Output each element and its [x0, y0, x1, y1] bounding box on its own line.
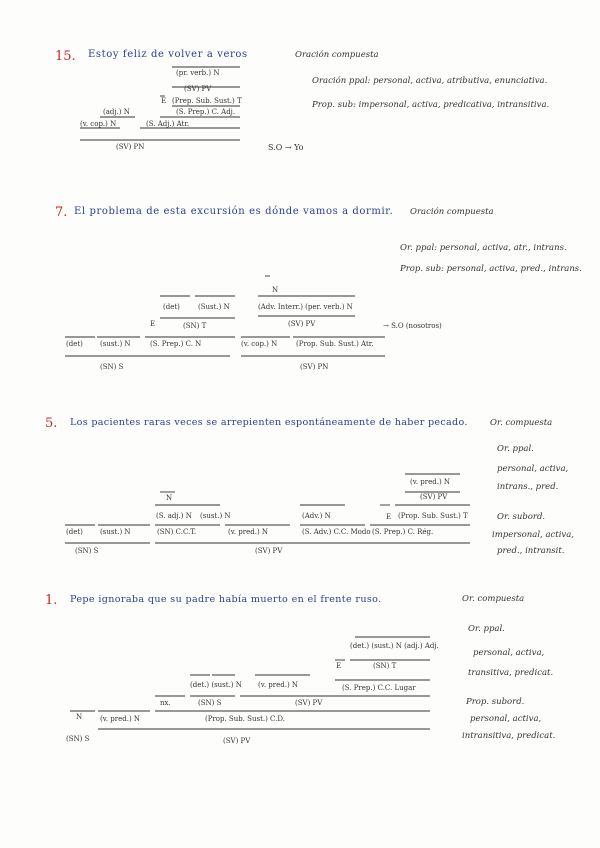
syntax-label: (SV) PV: [223, 737, 251, 745]
syntax-label: (S. Prep.) C. Adj.: [176, 108, 236, 116]
syntax-label: (Prop. Sub. Sust.) T: [398, 512, 468, 520]
syntax-label: (v. cop.) N: [241, 340, 278, 348]
clause-info-line: Or. ppal: personal, activa, atr., intrans.: [400, 243, 567, 253]
syntax-label: (SN) S: [66, 735, 90, 743]
clause-info-line: Or. ppal.: [468, 624, 505, 634]
syntax-label: (S. Prep.) C.C. Lugar: [342, 684, 416, 692]
syntax-label: (v. pred.) N: [228, 528, 269, 536]
syntax-label: (SN) C.C.T.: [157, 528, 197, 536]
syntax-label: (SV) PV: [295, 699, 323, 707]
syntax-label: (det.) (sust.) N: [190, 681, 242, 689]
syntax-label: (Adv.) N: [302, 512, 331, 520]
sentence-type: Or. compuesta: [462, 594, 525, 604]
syntax-label: (SV) PN: [300, 363, 329, 371]
syntax-label: (SN) S: [100, 363, 124, 371]
clause-info-line: impersonal, activa,: [492, 530, 574, 540]
exercise-number: 7.: [55, 205, 68, 220]
syntax-label: E: [386, 513, 392, 521]
syntax-label: nx.: [160, 699, 171, 707]
exercise-sentence: El problema de esta excursión es dónde vamos a dormir.: [74, 206, 394, 217]
syntax-label: (v. pred.) N: [410, 478, 451, 486]
syntax-label: (S. adj.) N: [156, 512, 192, 520]
syntax-label: (S. Prep.) C. Rég.: [372, 528, 434, 536]
syntax-label: (pr. verb.) N: [176, 69, 220, 77]
clause-info-line: Or. subord.: [497, 512, 546, 522]
exercise-number: 5.: [45, 416, 58, 431]
syntax-label: (det): [163, 303, 180, 311]
syntax-label: (adj.) N: [103, 108, 130, 116]
syntax-label: (SV) PV: [255, 547, 283, 555]
exercise-sentence: Estoy feliz de volver a veros: [88, 49, 248, 60]
syntax-label: (SN) S: [198, 699, 222, 707]
sentence-type: Oración compuesta: [410, 207, 494, 217]
exercise-number: 1.: [45, 593, 58, 608]
syntax-label: (v. pred.) N: [258, 681, 299, 689]
clause-info-line: Prop. sub: personal, activa, pred., intrans.: [400, 264, 582, 274]
syntax-label: (Sust.) N: [198, 303, 230, 311]
syntax-label: → S.O (nosotros): [383, 322, 442, 330]
syntax-label: (SV) PV: [288, 320, 316, 328]
clause-info-line: Or. ppal.: [497, 444, 534, 454]
sentence-type: Or. compuesta: [490, 418, 553, 428]
syntax-label: (SV) PV: [420, 493, 448, 501]
syntax-label: N: [76, 713, 83, 721]
exercise-sentence: Pepe ignoraba que su padre había muerto en el frente ruso.: [70, 594, 382, 605]
syntax-label: (Prop. Sub. Sust.) C.D.: [205, 715, 285, 723]
syntax-label: (det.) (sust.) N (adj.) Adj.: [350, 642, 439, 650]
sentence-type: Oración compuesta: [295, 50, 379, 60]
syntax-label: (v. cop.) N: [80, 120, 117, 128]
clause-info-line: Prop. sub: impersonal, activa, predicativa, intransitiva.: [312, 100, 550, 110]
clause-info-line: Prop. subord.: [466, 697, 525, 707]
syntax-label: E: [336, 662, 342, 670]
syntax-label: (Adv. Interr.) (per. verb.) N: [258, 303, 353, 311]
clause-info-line: personal, activa,: [470, 714, 542, 724]
exercise-sentence: Los pacientes raras veces se arrepienten espontáneamente de haber pecado.: [70, 417, 468, 428]
syntax-label: (det): [66, 528, 83, 536]
syntax-label: N: [272, 286, 279, 294]
syntax-label: E: [150, 320, 156, 328]
clause-info-line: intrans., pred.: [497, 482, 559, 492]
syntax-label: (S. Adv.) C.C. Modo: [302, 528, 371, 536]
syntax-label: S.O → Yo: [268, 143, 304, 152]
syntax-label: (S. Adj.) Atr.: [146, 120, 190, 128]
clause-info-line: pred., intransit.: [497, 546, 565, 556]
syntax-label: (sust.) N: [100, 528, 131, 536]
syntax-label: (sust.) N: [200, 512, 231, 520]
syntax-label: (SN) S: [75, 547, 99, 555]
syntax-label: E: [161, 97, 167, 105]
clause-info-line: Oración ppal: personal, activa, atributiva, enunciativa.: [312, 76, 548, 86]
clause-info-line: personal, activa,: [497, 464, 569, 474]
exercise-number: 15.: [55, 49, 76, 64]
clause-info-line: personal, activa,: [473, 648, 545, 658]
syntax-label: N: [166, 494, 173, 502]
syntax-label: (SV) PV: [184, 85, 212, 93]
syntax-label: (sust.) N: [100, 340, 131, 348]
syntax-label: (S. Prep.) C. N: [150, 340, 202, 348]
syntax-label: (SN) T: [373, 662, 397, 670]
syntax-label: (v. pred.) N: [100, 715, 141, 723]
syntax-label: (SN) T: [183, 322, 207, 330]
clause-info-line: transitiva, predicat.: [468, 668, 554, 678]
syntax-label: (Prop. Sub. Sust.) Atr.: [296, 340, 374, 348]
syntax-label: (SV) PN: [116, 143, 145, 151]
clause-info-line: intransitiva, predicat.: [462, 731, 556, 741]
syntax-label: (det): [66, 340, 83, 348]
syntax-label: (Prep. Sub. Sust.) T: [172, 97, 242, 105]
